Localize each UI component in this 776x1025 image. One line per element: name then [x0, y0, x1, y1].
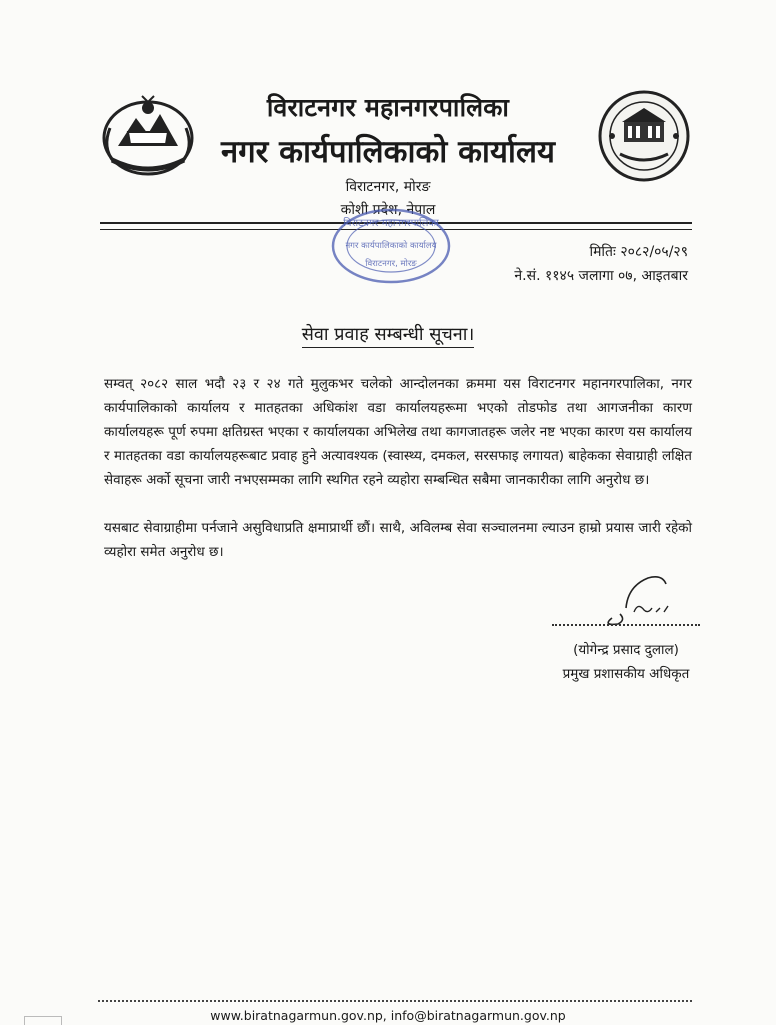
stamp-text-outer: विराटनगर महानगरपालिका [343, 218, 439, 229]
signatory-name: (योगेन्द्र प्रसाद दुलाल) [573, 642, 679, 658]
municipality-logo-icon [596, 88, 692, 184]
nepal-emblem-icon [98, 88, 198, 180]
municipality-name: विराटनगर महानगरपालिका [266, 93, 510, 122]
stamp-text-inner: नगर कार्यपालिकाको कार्यालय [345, 241, 437, 251]
office-name: नगर कार्यपालिकाको कार्यालय [221, 134, 555, 170]
footer-divider [98, 1000, 692, 1002]
office-location: विराटनगर, मोरङ [345, 179, 431, 195]
notice-paragraph-1: सम्वत् २०८२ साल भदौ २३ र २४ गते मुलुकभर चलेको आन्दोलनका क्रममा यस विराटनगर महानगरपालिका, नगर कार्यपालिकाको कार्यालय र मातहतका अधिकांश वडा कार्यालयहरूमा भएको तोडफोड तथा आगजनीका कारण कार्यालयहरू पूर्ण रुपमा क्षतिग्रस्त भएका र कार्यालयका अभिलेख तथा कागजातहरू जलेर नष्ट भएका कारण यस कार्यालय र मातहतका वडा कार्यालयहरूबाट प्रवाह हुने अत्यावश्यक (स्वास्थ्य, दमकल, सरसफाइ लगायत) बाहेकका सेवाग्राही लक्षित सेवाहरू अर्को सूचना जारी नभएसम्मका लागि स्थगित रहने व्यहोरा सम्बन्धित सबैमा जानकारीका लागि अनुरोध छ। [104, 376, 692, 488]
signatory-designation: प्रमुख प्रशासकीय अधिकृत [562, 666, 690, 682]
letter-date: मितिः २०८२/०५/२९ [589, 244, 688, 260]
nepal-sambat-date: ने.सं. ११४५ जलागा ०७, आइतबार [514, 268, 688, 284]
signature [582, 568, 692, 630]
stamp-text-bottom: विराटनगर, मोरङ [365, 259, 417, 269]
notice-title: सेवा प्रवाह सम्बन्धी सूचना। [0, 322, 776, 346]
signature-line [552, 624, 700, 626]
office-stamp [328, 204, 454, 288]
footer-contact: www.biratnagarmun.gov.np, info@biratnagarmun.gov.np [210, 1008, 566, 1023]
notice-paragraph-2: यसबाट सेवाग्राहीमा पर्नजाने असुविधाप्रति क्षमाप्रार्थी छौं। साथै, अविलम्ब सेवा सञ्चालनमा ल्याउन हाम्रो प्रयास जारी रहेको व्यहोरा समेत अनुरोध छ। [104, 520, 692, 560]
office-province: कोशी प्रदेश, नेपाल [340, 202, 436, 218]
